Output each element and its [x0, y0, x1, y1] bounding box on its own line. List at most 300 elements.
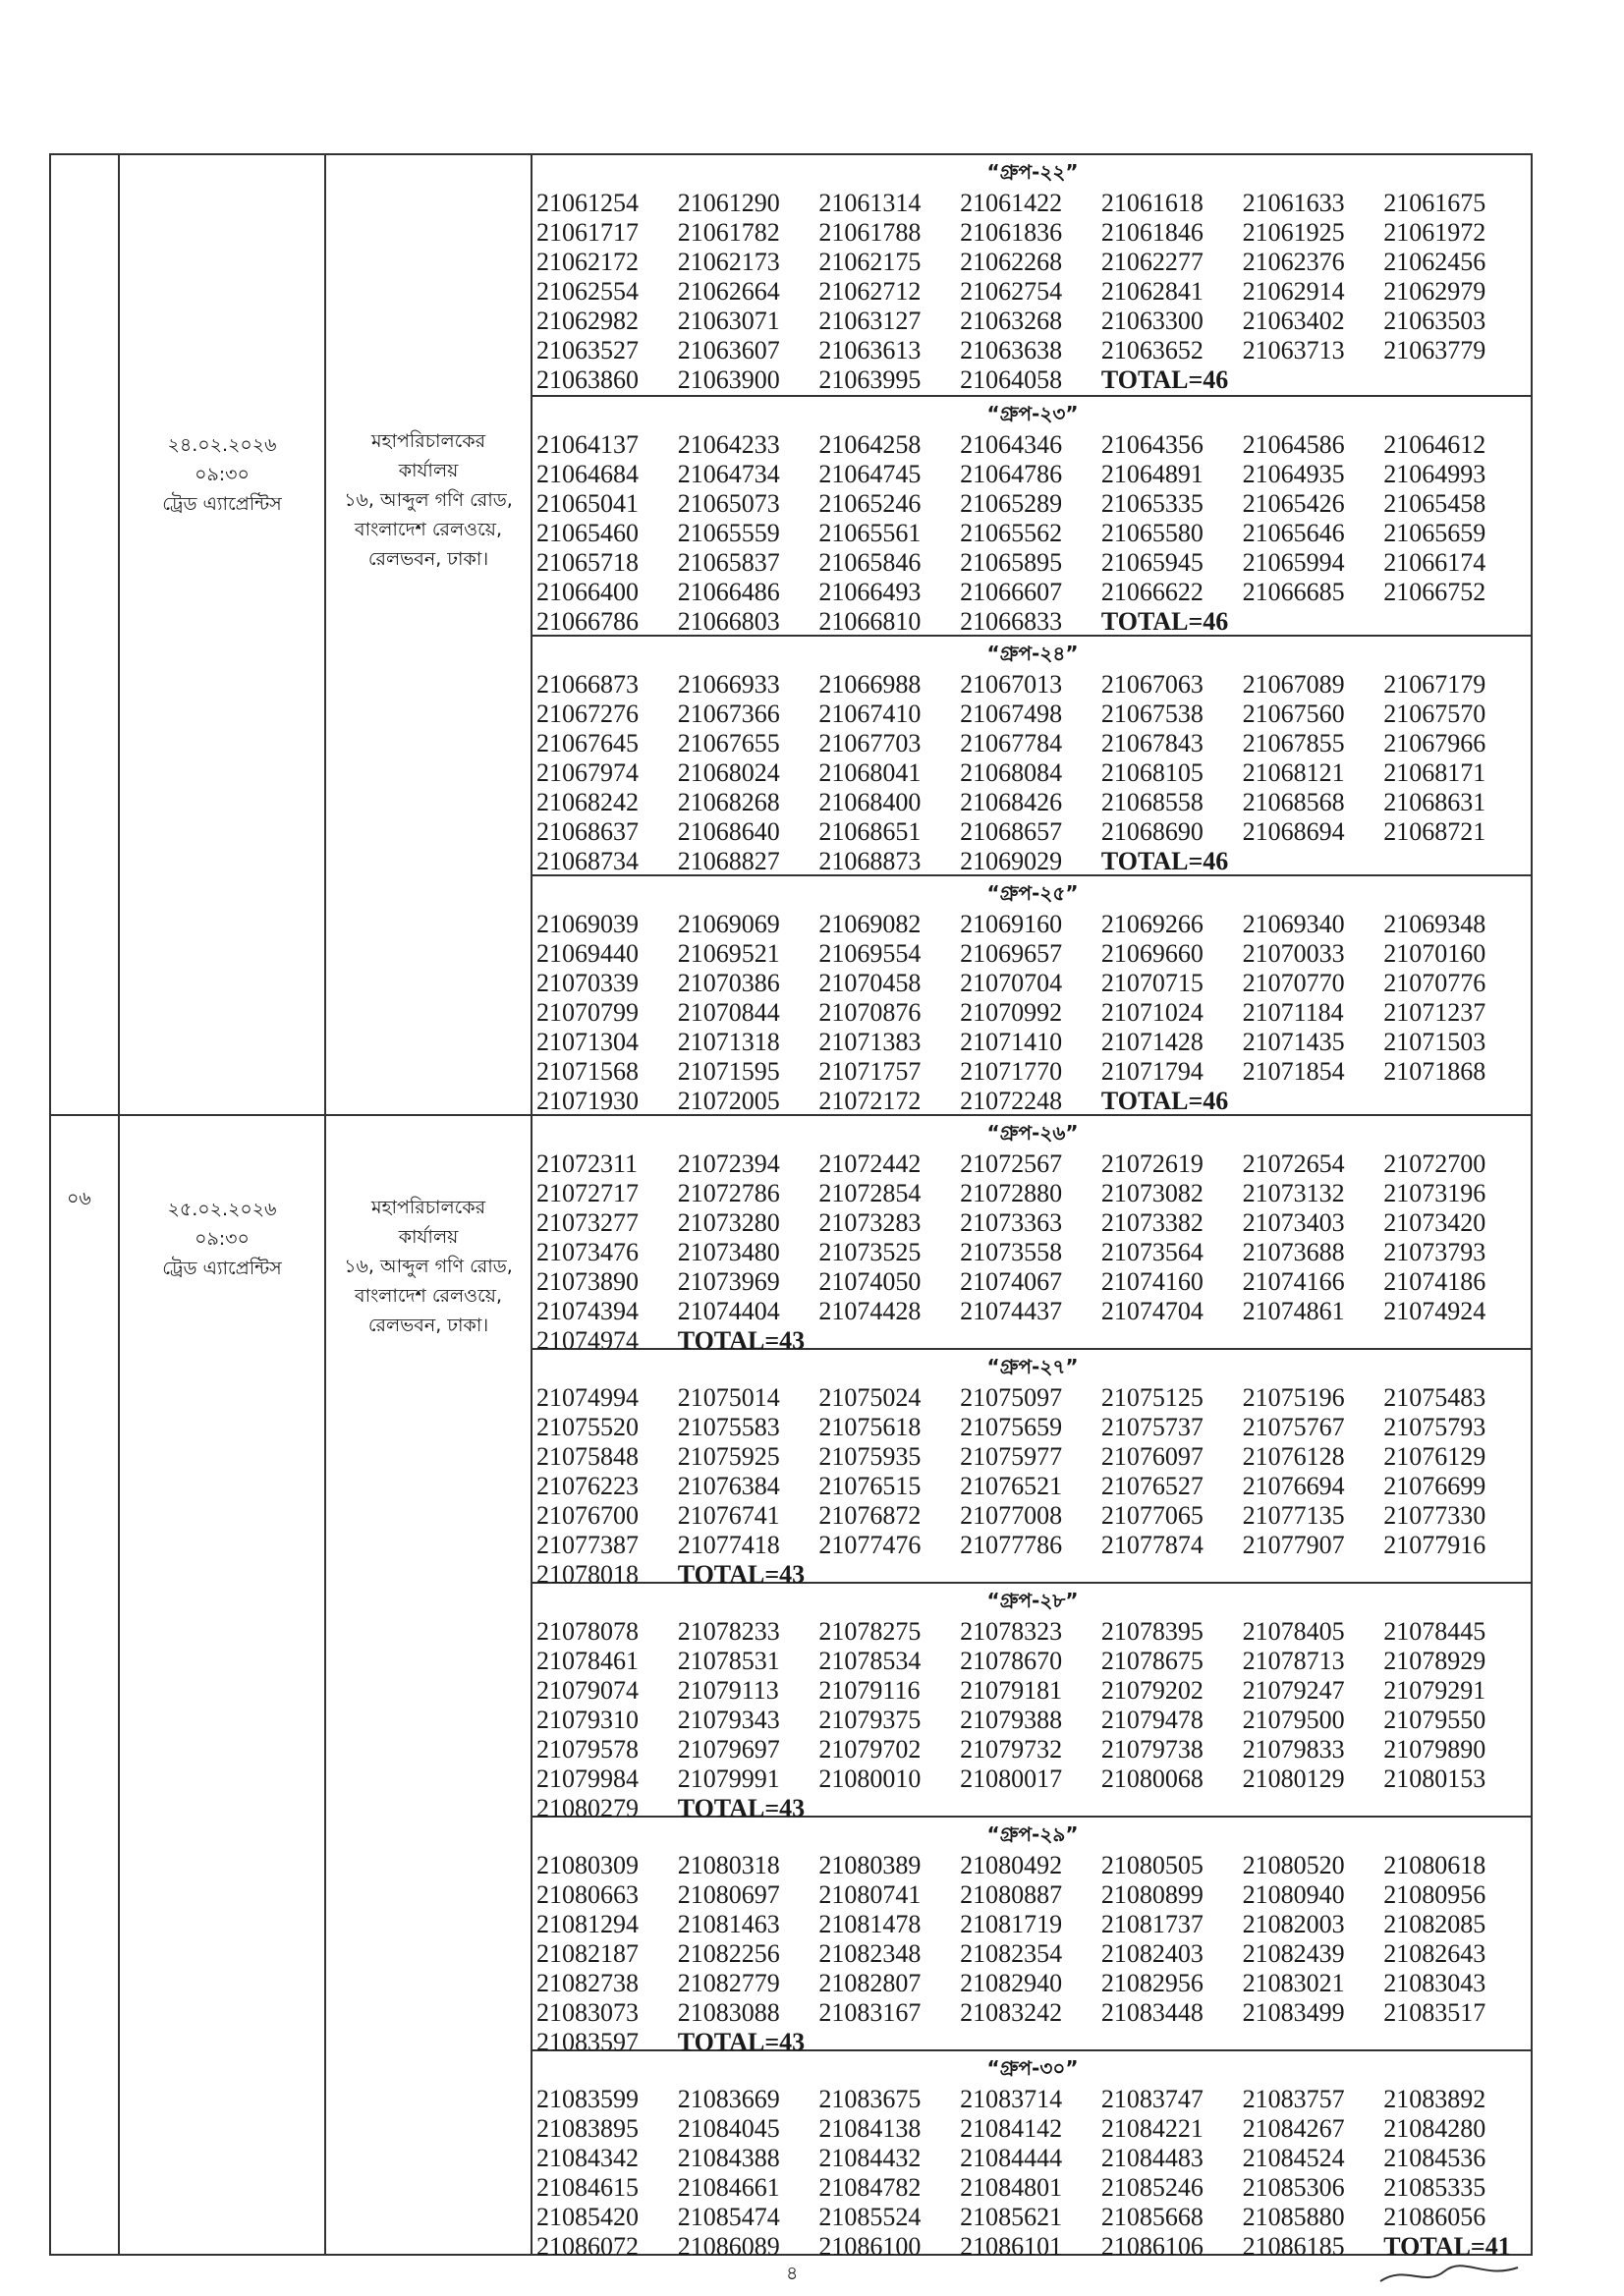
roll-number: 21079550 — [1383, 1706, 1486, 1734]
roll-number: 21077916 — [1383, 1531, 1486, 1559]
roll-number: 21080279 — [536, 1794, 639, 1822]
roll-number: 21071304 — [536, 1028, 639, 1056]
roll-number: 21069657 — [960, 939, 1063, 968]
roll-number: 21083675 — [818, 2085, 922, 2113]
roll-number: 21070704 — [960, 969, 1063, 997]
roll-number: 21074861 — [1242, 1297, 1345, 1325]
roll-number: 21063071 — [677, 307, 780, 335]
roll-number: 21073277 — [536, 1208, 639, 1237]
roll-number: 21080663 — [536, 1880, 639, 1909]
roll-number: 21075014 — [677, 1383, 780, 1412]
session-date-block — [120, 430, 324, 519]
roll-number: 21066810 — [818, 607, 922, 636]
roll-number: 21075520 — [536, 1413, 639, 1441]
roll-number: 21065837 — [677, 548, 780, 577]
roll-number: 21066400 — [536, 578, 639, 606]
roll-number: 21083088 — [677, 1998, 780, 2027]
roll-number: 21070386 — [677, 969, 780, 997]
empty-cell — [1243, 365, 1384, 395]
roll-number: 21069082 — [818, 910, 922, 938]
group-30 — [532, 2051, 1533, 2262]
roll-number: 21083073 — [536, 1998, 639, 2027]
venue-line: বাংলাদেশ রেলওয়ে, — [355, 1285, 502, 1307]
roll-number: 21069266 — [1100, 910, 1204, 938]
roll-number: 21065289 — [960, 489, 1063, 518]
roll-number: 21070876 — [818, 998, 922, 1027]
venue-line: রেলভবন, ঢাকা। — [367, 1315, 489, 1336]
roll-number: 21062841 — [1100, 277, 1204, 306]
roll-number: 21062172 — [536, 248, 639, 276]
roll-number: 21077065 — [1100, 1501, 1204, 1530]
roll-number: 21070339 — [536, 969, 639, 997]
roll-number: 21064356 — [1100, 430, 1204, 459]
session-trade: ট্রেড এ্যাপ্রেন্টিস — [162, 1258, 282, 1279]
roll-number: 21078929 — [1383, 1647, 1486, 1675]
roll-number: 21072854 — [818, 1179, 922, 1207]
roll-number: 21083669 — [677, 2085, 780, 2113]
roll-number: 21067843 — [1100, 729, 1204, 757]
roll-number: 21063779 — [1383, 336, 1486, 364]
roll-number: 21071410 — [960, 1028, 1063, 1056]
group-total: TOTAL=46 — [1100, 847, 1229, 875]
roll-number: 21065041 — [536, 489, 639, 518]
roll-number: 21072654 — [1242, 1149, 1345, 1178]
roll-number: 21077418 — [677, 1531, 780, 1559]
empty-cell — [1383, 1087, 1525, 1116]
roll-number: 21067276 — [536, 700, 639, 728]
roll-number: 21071930 — [536, 1087, 639, 1115]
roll-number: 21069660 — [1100, 939, 1204, 968]
roll-number: 21073363 — [960, 1208, 1063, 1237]
roll-number: 21064891 — [1100, 460, 1204, 488]
roll-number: 21076527 — [1100, 1472, 1204, 1500]
roll-number: 21070844 — [677, 998, 780, 1027]
roll-number: 21073280 — [677, 1208, 780, 1237]
roll-number: 21086106 — [1100, 2232, 1204, 2261]
roll-number: 21085306 — [1242, 2173, 1345, 2202]
roll-number: 21062456 — [1383, 248, 1486, 276]
roll-number: 21074704 — [1100, 1297, 1204, 1325]
roll-number: 21073480 — [677, 1238, 780, 1266]
group-22 — [532, 155, 1533, 395]
roll-number: 21076521 — [960, 1472, 1063, 1500]
roll-number: 21076694 — [1242, 1472, 1345, 1500]
roll-number: 21082354 — [960, 1939, 1063, 1968]
roll-number: 21074166 — [1242, 1267, 1345, 1296]
roll-number: 21068426 — [960, 788, 1063, 816]
roll-number: 21084221 — [1100, 2114, 1204, 2143]
roll-number-grid — [532, 1617, 1533, 1823]
roll-number: 21064258 — [818, 430, 922, 459]
roll-number: 21070776 — [1383, 969, 1486, 997]
roll-number: 21080956 — [1383, 1880, 1486, 1909]
roll-number: 21073403 — [1242, 1208, 1345, 1237]
roll-number: 21071503 — [1383, 1028, 1486, 1056]
roll-number: 21061675 — [1383, 189, 1486, 217]
roll-number: 21068631 — [1383, 788, 1486, 816]
roll-number: 21075125 — [1100, 1383, 1204, 1412]
roll-number: 21077135 — [1242, 1501, 1345, 1530]
roll-number: 21074428 — [818, 1297, 922, 1325]
roll-number: 21084661 — [677, 2173, 780, 2202]
roll-number: 21065659 — [1383, 519, 1486, 547]
group-25 — [532, 876, 1533, 1116]
roll-number: 21065426 — [1242, 489, 1345, 518]
roll-number: 21066685 — [1242, 578, 1345, 606]
roll-number: 21079310 — [536, 1706, 639, 1734]
roll-number: 21071568 — [536, 1057, 639, 1086]
roll-number: 21062376 — [1242, 248, 1345, 276]
group-title: “গ্রুপ-২৭” — [986, 1355, 1079, 1378]
roll-number: 21073558 — [960, 1238, 1063, 1266]
roll-number: 21084280 — [1383, 2114, 1486, 2143]
roll-number: 21079991 — [677, 1764, 780, 1793]
roll-number: 21079375 — [818, 1706, 922, 1734]
roll-number: 21067570 — [1383, 700, 1486, 728]
roll-number: 21068242 — [536, 788, 639, 816]
roll-number: 21084782 — [818, 2173, 922, 2202]
roll-number: 21082779 — [677, 1969, 780, 1997]
roll-number: 21069029 — [960, 847, 1063, 875]
roll-number: 21067366 — [677, 700, 780, 728]
roll-number: 21063527 — [536, 336, 639, 364]
roll-number: 21073382 — [1100, 1208, 1204, 1237]
roll-number: 21063995 — [818, 365, 922, 394]
roll-number: 21067655 — [677, 729, 780, 757]
roll-number: 21077907 — [1242, 1531, 1345, 1559]
roll-number: 21067179 — [1383, 670, 1486, 699]
roll-number: 21080309 — [536, 1851, 639, 1879]
roll-number: 21071595 — [677, 1057, 780, 1086]
venue-line: কার্যালয় — [398, 1226, 459, 1248]
roll-number: 21084267 — [1242, 2114, 1345, 2143]
roll-number: 21085524 — [818, 2203, 922, 2231]
roll-number: 21080153 — [1383, 1764, 1486, 1793]
roll-number: 21068694 — [1242, 817, 1345, 846]
roll-number: 21083517 — [1383, 1998, 1486, 2027]
roll-number: 21068024 — [677, 758, 780, 787]
roll-number: 21073793 — [1383, 1238, 1486, 1266]
roll-number: 21078275 — [818, 1617, 922, 1646]
roll-number: 21084388 — [677, 2144, 780, 2172]
roll-number: 21068690 — [1100, 817, 1204, 846]
roll-number: 21083499 — [1242, 1998, 1345, 2027]
roll-number: 21062268 — [960, 248, 1063, 276]
roll-number: 21072717 — [536, 1179, 639, 1207]
roll-number: 21079500 — [1242, 1706, 1345, 1734]
roll-number: 21069440 — [536, 939, 639, 968]
roll-number: 21069521 — [677, 939, 780, 968]
roll-number: 21079116 — [818, 1676, 921, 1705]
roll-number: 21075659 — [960, 1413, 1063, 1441]
roll-number: 21086101 — [960, 2232, 1063, 2261]
roll-number: 21062754 — [960, 277, 1063, 306]
session-venue — [326, 1193, 531, 1340]
roll-number: 21080899 — [1100, 1880, 1204, 1909]
roll-number: 21084615 — [536, 2173, 639, 2202]
group-27 — [532, 1350, 1533, 1590]
roll-number: 21065562 — [960, 519, 1063, 547]
roll-number: 21078445 — [1383, 1617, 1486, 1646]
roll-number: 21078395 — [1100, 1617, 1204, 1646]
roll-number: 21067703 — [818, 729, 922, 757]
roll-number: 21077330 — [1383, 1501, 1486, 1530]
roll-number: 21065718 — [536, 548, 639, 577]
roll-number: 21071757 — [818, 1057, 922, 1086]
roll-number: 21080697 — [677, 1880, 780, 1909]
roll-number: 21083597 — [536, 2028, 639, 2056]
roll-number: 21083021 — [1242, 1969, 1345, 1997]
roll-number: 21079890 — [1383, 1735, 1486, 1764]
roll-number: 21071318 — [677, 1028, 780, 1056]
roll-number: 21068568 — [1242, 788, 1345, 816]
roll-number: 21082643 — [1383, 1939, 1486, 1968]
roll-number: 21085246 — [1100, 2173, 1204, 2202]
empty-cell — [1383, 607, 1525, 637]
roll-number: 21074994 — [536, 1383, 639, 1412]
roll-number: 21085474 — [677, 2203, 780, 2231]
roll-number: 21061290 — [677, 189, 780, 217]
roll-number: 21065646 — [1242, 519, 1345, 547]
roll-number: 21079984 — [536, 1764, 639, 1793]
roll-number: 21067784 — [960, 729, 1063, 757]
roll-number: 21066833 — [960, 607, 1063, 636]
group-title: “গ্রুপ-২২” — [986, 160, 1079, 184]
roll-number: 21067063 — [1100, 670, 1204, 699]
roll-number: 21081719 — [960, 1910, 1063, 1938]
session-date-block — [120, 1195, 324, 1283]
roll-number: 21071428 — [1100, 1028, 1204, 1056]
group-24 — [532, 637, 1533, 876]
roll-number: 21075793 — [1383, 1413, 1486, 1441]
roll-number: 21074924 — [1383, 1297, 1486, 1325]
group-total: TOTAL=43 — [677, 1326, 806, 1355]
group-total: TOTAL=43 — [677, 1794, 806, 1822]
roll-number: 21067410 — [818, 700, 922, 728]
roll-number: 21073132 — [1242, 1179, 1345, 1207]
roll-number: 21061788 — [818, 218, 922, 247]
roll-number: 21061633 — [1242, 189, 1345, 217]
roll-number: 21077008 — [960, 1501, 1063, 1530]
roll-number: 21064058 — [960, 365, 1063, 394]
roll-number: 21070799 — [536, 998, 639, 1027]
roll-number: 21084142 — [960, 2114, 1063, 2143]
roll-number: 21080389 — [818, 1851, 922, 1879]
roll-number: 21065073 — [677, 489, 780, 518]
roll-number: 21071237 — [1383, 998, 1486, 1027]
venue-line: রেলভবন, ঢাকা। — [367, 548, 489, 570]
empty-cell — [1243, 847, 1384, 876]
roll-number: 21064346 — [960, 430, 1063, 459]
roll-number: 21066752 — [1383, 578, 1486, 606]
roll-number: 21069340 — [1242, 910, 1345, 938]
group-title: “গ্রুপ-২৫” — [986, 881, 1079, 905]
venue-line: বাংলাদেশ রেলওয়ে, — [355, 519, 502, 540]
roll-number: 21067966 — [1383, 729, 1486, 757]
empty-cell — [1243, 1087, 1384, 1116]
group-28 — [532, 1584, 1533, 1823]
roll-number: 21086056 — [1383, 2203, 1486, 2231]
roll-number: 21068171 — [1383, 758, 1486, 787]
roll-number: 21067645 — [536, 729, 639, 757]
roll-number: 21079074 — [536, 1676, 639, 1705]
roll-number: 21085420 — [536, 2203, 639, 2231]
roll-number: 21078461 — [536, 1647, 639, 1675]
roll-number: 21076515 — [818, 1472, 922, 1500]
roll-number-grid — [532, 1851, 1533, 2057]
roll-number: 21065559 — [677, 519, 780, 547]
roll-number: 21079578 — [536, 1735, 639, 1764]
roll-number: 21084138 — [818, 2114, 922, 2143]
roll-number: 21067855 — [1242, 729, 1345, 757]
roll-number: 21073082 — [1100, 1179, 1204, 1207]
roll-number: 21066786 — [536, 607, 639, 636]
roll-number: 21069039 — [536, 910, 639, 938]
roll-number: 21063127 — [818, 307, 922, 335]
roll-number: 21074437 — [960, 1297, 1063, 1325]
roll-number: 21080618 — [1383, 1851, 1486, 1879]
roll-number: 21078670 — [960, 1647, 1063, 1675]
roll-number: 21061254 — [536, 189, 639, 217]
roll-number: 21062982 — [536, 307, 639, 335]
roll-number: 21063713 — [1242, 336, 1345, 364]
session-date: ২৫.০২.২০২৬ — [167, 1199, 277, 1220]
roll-number: 21083714 — [960, 2085, 1063, 2113]
roll-number: 21075737 — [1100, 1413, 1204, 1441]
roll-number: 21075767 — [1242, 1413, 1345, 1441]
roll-number: 21061836 — [960, 218, 1063, 247]
roll-number: 21072248 — [960, 1087, 1063, 1115]
group-title: “গ্রুপ-২৯” — [986, 1822, 1079, 1846]
roll-number: 21066607 — [960, 578, 1063, 606]
roll-number: 21062175 — [818, 248, 922, 276]
roll-number: 21065580 — [1100, 519, 1204, 547]
roll-number: 21061925 — [1242, 218, 1345, 247]
roll-number: 21072311 — [536, 1149, 639, 1178]
roll-number: 21062664 — [677, 277, 780, 306]
roll-number: 21078018 — [536, 1560, 639, 1589]
roll-number: 21080940 — [1242, 1880, 1345, 1909]
roll-number: 21075848 — [536, 1442, 639, 1471]
venue-line: মহাপরিচালকের — [370, 1197, 486, 1218]
roll-number-grid — [532, 2085, 1533, 2262]
roll-number: 21061422 — [960, 189, 1063, 217]
venue-line: মহাপরিচালকের — [370, 430, 486, 452]
roll-number: 21084524 — [1242, 2144, 1345, 2172]
roll-number: 21076699 — [1383, 1472, 1486, 1500]
roll-number: 21074404 — [677, 1297, 780, 1325]
roll-number: 21065895 — [960, 548, 1063, 577]
roll-number: 21066486 — [677, 578, 780, 606]
roll-number: 21063652 — [1100, 336, 1204, 364]
roll-number: 21076872 — [818, 1501, 922, 1530]
roll-number: 21068657 — [960, 817, 1063, 846]
roll-number: 21064233 — [677, 430, 780, 459]
roll-number: 21082085 — [1383, 1910, 1486, 1938]
roll-number: 21084536 — [1383, 2144, 1486, 2172]
roll-number: 21077786 — [960, 1531, 1063, 1559]
roll-number: 21086100 — [818, 2232, 922, 2261]
venue-line: ১৬, আব্দুল গণি রোড, — [344, 489, 513, 511]
roll-number: 21065945 — [1100, 548, 1204, 577]
roll-number: 21084801 — [960, 2173, 1063, 2202]
roll-number: 21080741 — [818, 1880, 922, 1909]
roll-number: 21080068 — [1100, 1764, 1204, 1793]
group-26 — [532, 1116, 1533, 1356]
roll-number: 21064734 — [677, 460, 780, 488]
roll-number: 21083757 — [1242, 2085, 1345, 2113]
roll-number: 21076223 — [536, 1472, 639, 1500]
roll-number: 21075977 — [960, 1442, 1063, 1471]
roll-number: 21063613 — [818, 336, 922, 364]
roll-number: 21064745 — [818, 460, 922, 488]
roll-number: 21073283 — [818, 1208, 922, 1237]
roll-number: 21077387 — [536, 1531, 639, 1559]
roll-number: 21063503 — [1383, 307, 1486, 335]
roll-number: 21065846 — [818, 548, 922, 577]
roll-number: 21080505 — [1100, 1851, 1204, 1879]
roll-number: 21084483 — [1100, 2144, 1204, 2172]
roll-number: 21080520 — [1242, 1851, 1345, 1879]
session-time: ০৯:৩০ — [195, 464, 250, 485]
roll-number: 21084432 — [818, 2144, 922, 2172]
roll-number: 21076128 — [1242, 1442, 1345, 1471]
group-total: TOTAL=46 — [1100, 607, 1229, 636]
roll-number: 21079291 — [1383, 1676, 1486, 1705]
roll-number: 21064137 — [536, 430, 639, 459]
roll-number: 21076741 — [677, 1501, 780, 1530]
roll-number: 21069160 — [960, 910, 1063, 938]
roll-number: 21084342 — [536, 2144, 639, 2172]
group-title: “গ্রুপ-২৮” — [986, 1589, 1079, 1612]
roll-number: 21068873 — [818, 847, 922, 875]
roll-number: 21067498 — [960, 700, 1063, 728]
roll-number: 21081478 — [818, 1910, 922, 1938]
roll-number: 21065458 — [1383, 489, 1486, 518]
session-time: ০৯:৩০ — [195, 1228, 250, 1250]
roll-number: 21068640 — [677, 817, 780, 846]
roll-number: 21079833 — [1242, 1735, 1345, 1764]
roll-number: 21064993 — [1383, 460, 1486, 488]
roll-number: 21068268 — [677, 788, 780, 816]
roll-number: 21064612 — [1383, 430, 1486, 459]
roll-number: 21068558 — [1100, 788, 1204, 816]
roll-number: 21082738 — [536, 1969, 639, 1997]
group-title: “গ্রুপ-২৬” — [986, 1121, 1079, 1145]
roll-number: 21082403 — [1100, 1939, 1204, 1968]
roll-number: 21068651 — [818, 817, 922, 846]
roll-number: 21078531 — [677, 1647, 780, 1675]
roll-number: 21081294 — [536, 1910, 639, 1938]
roll-number: 21068105 — [1100, 758, 1204, 787]
roll-number: 21078405 — [1242, 1617, 1345, 1646]
roll-number: 21085880 — [1242, 2203, 1345, 2231]
roll-number: 21067560 — [1242, 700, 1345, 728]
roll-number: 21067538 — [1100, 700, 1204, 728]
roll-number: 21065994 — [1242, 548, 1345, 577]
roll-number: 21078675 — [1100, 1647, 1204, 1675]
roll-number: 21077476 — [818, 1531, 922, 1559]
roll-number: 21086185 — [1242, 2232, 1345, 2261]
roll-number: 21062979 — [1383, 277, 1486, 306]
roll-number: 21079247 — [1242, 1676, 1345, 1705]
roll-number: 21073564 — [1100, 1238, 1204, 1266]
roll-number: 21071435 — [1242, 1028, 1345, 1056]
roll-number: 21086072 — [536, 2232, 639, 2261]
roll-number: 21068400 — [818, 788, 922, 816]
roll-number: 21067013 — [960, 670, 1063, 699]
roll-number: 21071024 — [1100, 998, 1204, 1027]
